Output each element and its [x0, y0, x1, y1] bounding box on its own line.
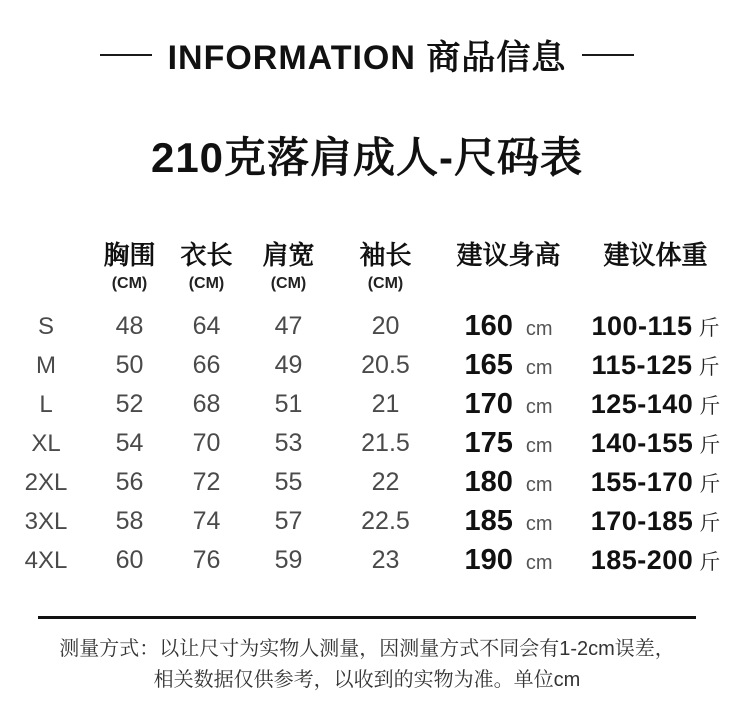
chest-value: 48	[115, 312, 144, 340]
size-label: M	[36, 351, 56, 379]
weight-cell	[577, 311, 734, 342]
sleeve-value: 22.5	[361, 507, 410, 535]
height-cell	[440, 349, 577, 382]
height-value: 185	[464, 505, 513, 537]
height-header-label: 建议身高	[456, 240, 561, 270]
note-line-2: 相关数据仅供参考，以收到的实物为准。单位cm	[153, 669, 581, 691]
weight-unit-label: 斤	[698, 317, 720, 340]
sleeve-value: 22	[371, 468, 400, 496]
table-row	[0, 463, 734, 502]
header-cell-sleeve	[331, 235, 440, 293]
measurement-note	[0, 634, 734, 696]
chest-value: 52	[115, 390, 144, 418]
shoulder-value: 59	[274, 546, 303, 574]
size-table	[0, 235, 734, 580]
header-cell-height	[440, 235, 577, 272]
height-value: 170	[464, 388, 513, 420]
header-title	[168, 30, 567, 79]
shoulder-value: 47	[274, 312, 303, 340]
weight-unit-label: 斤	[699, 395, 721, 418]
height-value: 190	[464, 544, 513, 576]
height-unit-label: cm	[525, 318, 553, 340]
chest-value: 56	[115, 468, 144, 496]
weight-unit-label: 斤	[699, 512, 721, 535]
weight-unit-label: 斤	[699, 473, 721, 496]
sleeve-value: 20	[371, 312, 400, 340]
weight-cell	[577, 467, 734, 498]
header-right-rule	[582, 54, 634, 56]
chest-value: 54	[115, 429, 144, 457]
length-value: 74	[192, 507, 221, 535]
header-cell-chest	[92, 235, 167, 293]
shoulder-value: 49	[274, 351, 303, 379]
shoulder-header-label: 肩宽	[262, 240, 315, 270]
length-value: 68	[192, 390, 221, 418]
weight-unit-label: 斤	[698, 356, 720, 379]
height-unit-label: cm	[525, 513, 553, 535]
height-unit-label: cm	[525, 435, 553, 457]
chest-value: 50	[115, 351, 144, 379]
shoulder-value: 55	[274, 468, 303, 496]
weight-value: 140-155	[590, 428, 694, 458]
height-cell	[440, 310, 577, 343]
size-label: S	[37, 312, 54, 340]
size-label: 4XL	[24, 546, 68, 574]
sleeve-header-label: 袖长	[359, 240, 412, 270]
weight-value: 185-200	[590, 545, 694, 575]
table-row	[0, 424, 734, 463]
header-title-zh: 商品信息	[426, 39, 567, 77]
sleeve-value: 21.5	[361, 429, 410, 457]
weight-value: 155-170	[590, 467, 694, 497]
height-value: 165	[464, 349, 513, 381]
height-unit-label: cm	[525, 396, 553, 418]
size-label: L	[39, 390, 53, 418]
weight-unit-label: 斤	[699, 551, 721, 574]
height-unit-label: cm	[525, 474, 553, 496]
length-value: 66	[192, 351, 221, 379]
weight-cell	[577, 350, 734, 381]
shoulder-header-unit: (CM)	[270, 275, 307, 292]
height-unit-label: cm	[525, 552, 553, 574]
height-value: 180	[464, 466, 513, 498]
header-left-rule	[100, 54, 152, 56]
table-row	[0, 541, 734, 580]
height-cell	[440, 466, 577, 499]
length-header-label: 衣长	[180, 240, 233, 270]
size-label: XL	[31, 429, 61, 457]
weight-value: 115-125	[591, 350, 693, 380]
table-row	[0, 385, 734, 424]
weight-unit-label: 斤	[699, 434, 721, 457]
chest-header-label: 胸围	[103, 240, 156, 270]
size-label: 2XL	[24, 468, 68, 496]
weight-cell	[577, 428, 734, 459]
height-value: 175	[464, 427, 513, 459]
size-chart-title: 210克落肩成人-尺码表	[150, 134, 584, 181]
weight-cell	[577, 545, 734, 576]
sleeve-value: 20.5	[361, 351, 410, 379]
height-cell	[440, 388, 577, 421]
height-cell	[440, 427, 577, 460]
length-value: 70	[192, 429, 221, 457]
length-value: 76	[192, 546, 221, 574]
shoulder-value: 51	[274, 390, 303, 418]
shoulder-value: 53	[274, 429, 303, 457]
height-value: 160	[464, 310, 513, 342]
table-header-row	[0, 235, 734, 293]
sleeve-value: 23	[371, 546, 400, 574]
sleeve-value: 21	[371, 390, 400, 418]
note-divider-rule	[38, 616, 696, 619]
table-row	[0, 346, 734, 385]
measurement-note-section	[0, 616, 734, 696]
weight-value: 170-185	[590, 506, 694, 536]
weight-cell	[577, 506, 734, 537]
header-title-en: INFORMATION	[167, 39, 416, 77]
weight-header-label: 建议体重	[603, 240, 708, 270]
height-cell	[440, 505, 577, 538]
height-cell	[440, 544, 577, 577]
chest-value: 60	[115, 546, 144, 574]
length-value: 64	[192, 312, 221, 340]
header-cell-length	[167, 235, 246, 293]
header-cell-shoulder	[246, 235, 331, 293]
table-row	[0, 502, 734, 541]
size-label: 3XL	[24, 507, 68, 535]
weight-cell	[577, 389, 734, 420]
shoulder-value: 57	[274, 507, 303, 535]
chest-header-unit: (CM)	[111, 275, 148, 292]
section-header	[0, 30, 734, 79]
chest-value: 58	[115, 507, 144, 535]
weight-value: 100-115	[591, 311, 693, 341]
table-body	[0, 307, 734, 580]
height-unit-label: cm	[525, 357, 553, 379]
length-header-unit: (CM)	[188, 275, 225, 292]
header-cell-weight	[577, 235, 734, 272]
weight-value: 125-140	[590, 389, 694, 419]
table-row	[0, 307, 734, 346]
length-value: 72	[192, 468, 221, 496]
sleeve-header-unit: (CM)	[367, 275, 404, 292]
note-line-1: 测量方式：以让尺寸为实物人测量，因测量方式不同会有1-2cm误差，	[59, 638, 675, 660]
